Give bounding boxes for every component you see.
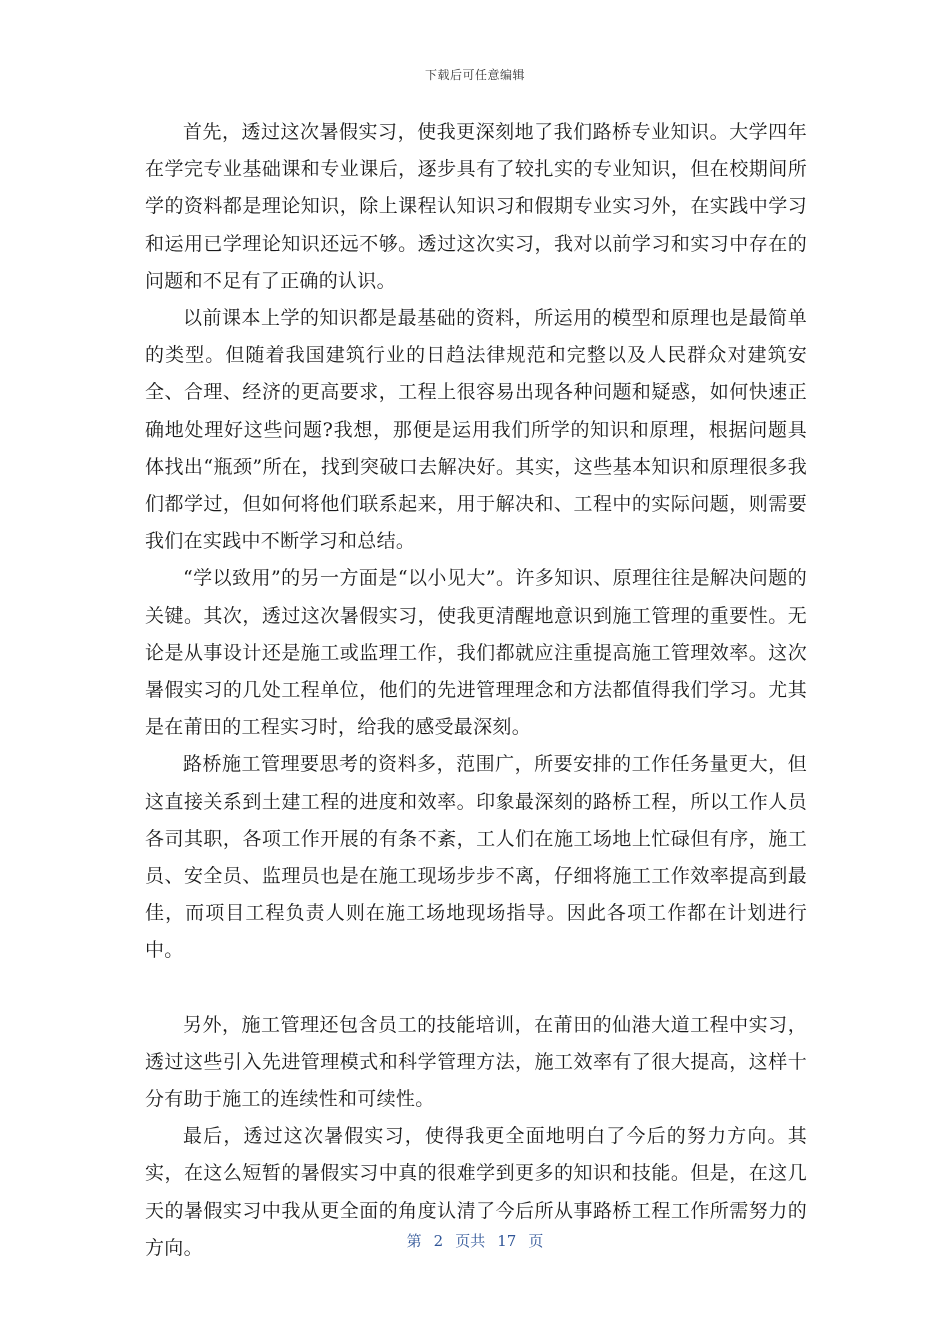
paragraph-2: 以前课本上学的知识都是最基础的资料，所运用的模型和原理也是最简单的类型。但随着我国建筑行业的日趋法律规范和完整以及人民群众对建筑安全、合理、经济的更高要求，工程上很容易出现各种问题和疑惑，如何快速正确地处理好这些问题?我想，那便是运用我们所学的知识和原理，根据问题具体找出“瓶颈”所在，找到突破口去解决好。其实，这些基本知识和原理很多我们都学过，但如何将他们联系起来，用于解决和、工程中的实际问题，则需要我们在实践中不断学习和总结。	[145, 307, 807, 553]
footer-total-pages: 17	[497, 1232, 517, 1250]
page-header: 下载后可任意编辑	[424, 68, 525, 82]
paragraph-1: 首先，透过这次暑假实习，使我更深刻地了我们路桥专业知识。大学四年在学完专业基础课和专业课后，逐步具有了较扎实的专业知识，但在校期间所学的资料都是理论知识，除上课程认知识习和假期专业实习外，在实践中学习和运用已学理论知识还远不够。透过这次实习，我对以前学习和实习中存在的问题和不足有了正确的认识。	[145, 121, 807, 292]
page-footer	[0, 1230, 950, 1251]
footer-prefix: 第	[406, 1232, 422, 1250]
paragraph-3: “学以致用”的另一方面是“以小见大”。许多知识、原理往往是解决问题的关键。其次，透过这次暑假实习，使我更清醒地意识到施工管理的重要性。无论是从事设计还是施工或监理工作，我们都就应注重提高施工管理效率。这次暑假实习的几处工程单位，他们的先进管理理念和方法都值得我们学习。尤其是在莆田的工程实习时，给我的感受最深刻。	[145, 567, 807, 739]
footer-current-page: 2	[433, 1232, 444, 1250]
footer-suffix: 页	[528, 1232, 544, 1250]
paragraph-6: 最后，透过这次暑假实习，使得我更全面地明白了今后的努力方向。其实，在这么短暂的暑假实习中真的很难学到更多的知识和技能。但是，在这几天的暑假实习中我从更全面的角度认清了今后所从事路桥工程工作所需努力的方向。	[145, 1125, 807, 1259]
paragraph-4: 路桥施工管理要思考的资料多，范围广，所要安排的工作任务量更大，但这直接关系到土建工程的进度和效率。印象最深刻的路桥工程，所以工作人员各司其职，各项工作开展的有条不紊，工人们在施工场地上忙碌但有序，施工员、安全员、监理员也是在施工现场步步不离，仔细将施工工作效率提高到最佳，而项目工程负责人则在施工场地现场指导。因此各项工作都在计划进行中。	[145, 753, 807, 962]
document-body	[145, 114, 807, 1267]
footer-mid: 页共	[455, 1232, 486, 1250]
paragraph-5: 另外，施工管理还包含员工的技能培训，在莆田的仙港大道工程中实习，透过这些引入先进管理模式和科学管理方法，施工效率有了很大提高，这样十分有助于施工的连续性和可续性。	[145, 1013, 807, 1111]
